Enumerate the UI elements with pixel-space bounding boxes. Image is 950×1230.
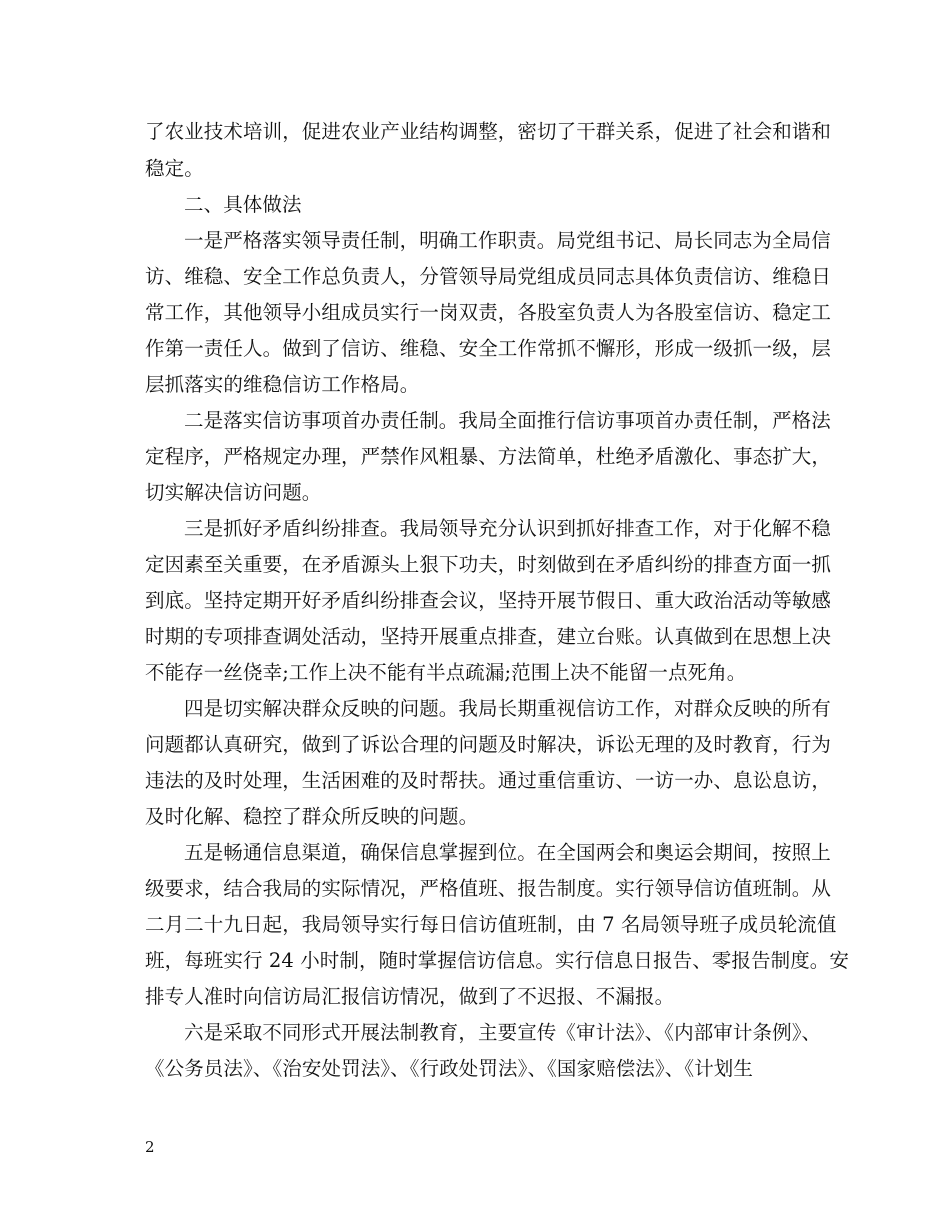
- section-heading: 二、具体做法: [184, 193, 302, 216]
- paragraph-line: 班，每班实行 24 小时制，随时掌握信访信息。实行信息日报告、零报告制度。安: [145, 949, 850, 972]
- paragraph-line: 了农业技术培训，促进农业产业结构调整，密切了干群关系，促进了社会和谐和: [145, 120, 832, 143]
- paragraph-line: 访、维稳、安全工作总负责人，分管领导局党组成员同志具体负责信访、维稳日: [145, 265, 832, 288]
- paragraph-line: 级要求，结合我局的实际情况，严格值班、报告制度。实行领导信访值班制。从: [145, 877, 832, 900]
- paragraph-line: 三是抓好矛盾纠纷排查。我局领导充分认识到抓好排查工作，对于化解不稳: [184, 517, 831, 540]
- paragraph-line: 层抓落实的维稳信访工作格局。: [145, 373, 420, 396]
- paragraph-line: 二月二十九日起，我局领导实行每日信访值班制，由 7 名局领导班子成员轮流值: [145, 913, 837, 936]
- paragraph-line: 切实解决信访问题。: [145, 481, 322, 504]
- paragraph-line: 定程序，严格规定办理，严禁作风粗暴、方法简单，杜绝矛盾激化、事态扩大，: [145, 445, 832, 468]
- paragraph-line: 违法的及时处理，生活困难的及时帮扶。通过重信重访、一访一办、息讼息访，: [145, 769, 832, 792]
- paragraph-line: 常工作，其他领导小组成员实行一岗双责，各股室负责人为各股室信访、稳定工: [145, 301, 832, 324]
- paragraph-line: 问题都认真研究，做到了诉讼合理的问题及时解决，诉讼无理的及时教育，行为: [145, 733, 832, 756]
- paragraph-line: 一是严格落实领导责任制，明确工作职责。局党组书记、局长同志为全局信: [184, 229, 831, 252]
- paragraph-line: 作第一责任人。做到了信访、维稳、安全工作常抓不懈形，形成一级抓一级，层: [145, 337, 832, 360]
- page-number: 2: [145, 1138, 155, 1156]
- paragraph-line: 五是畅通信息渠道，确保信息掌握到位。在全国两会和奥运会期间，按照上: [184, 841, 831, 864]
- paragraph-line: 四是切实解决群众反映的问题。我局长期重视信访工作，对群众反映的所有: [184, 697, 831, 720]
- paragraph-line: 《公务员法》、《治安处罚法》、《行政处罚法》、《国家赔偿法》、《计划生: [145, 1057, 754, 1080]
- paragraph-line: 定因素至关重要，在矛盾源头上狠下功夫，时刻做到在矛盾纠纷的排查方面一抓: [145, 553, 832, 576]
- paragraph-line: 六是采取不同形式开展法制教育，主要宣传《审计法》、《内部审计条例》、: [184, 1021, 822, 1044]
- paragraph-line: 时期的专项排查调处活动，坚持开展重点排查，建立台账。认真做到在思想上决: [145, 625, 832, 648]
- paragraph-line: 稳定。: [145, 157, 204, 180]
- paragraph-line: 到底。坚持定期开好矛盾纠纷排查会议，坚持开展节假日、重大政治活动等敏感: [145, 589, 832, 612]
- paragraph-line: 不能存一丝侥幸;工作上决不能有半点疏漏;范围上决不能留一点死角。: [145, 661, 747, 684]
- paragraph-line: 排专人准时向信访局汇报信访情况，做到了不迟报、不漏报。: [145, 985, 675, 1008]
- paragraph-line: 二是落实信访事项首办责任制。我局全面推行信访事项首办责任制，严格法: [184, 409, 831, 432]
- paragraph-line: 及时化解、稳控了群众所反映的问题。: [145, 805, 479, 828]
